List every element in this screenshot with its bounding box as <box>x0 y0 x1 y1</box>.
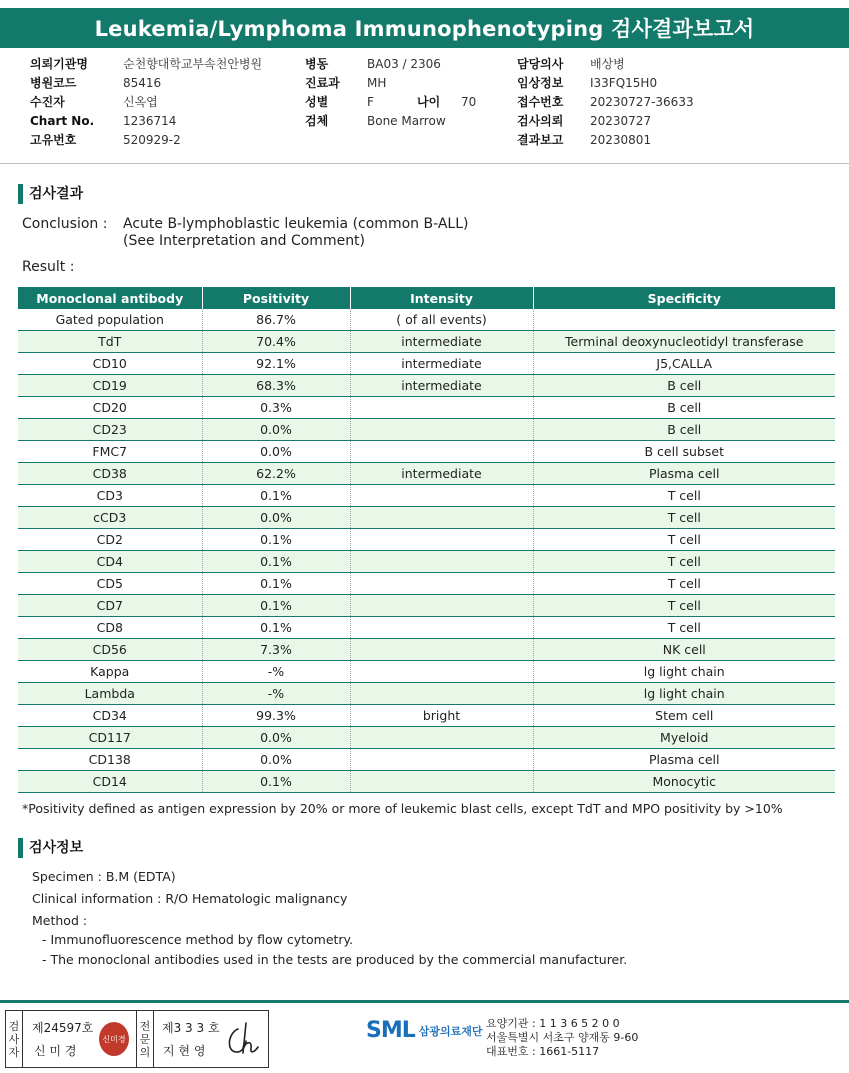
patient-info-col3 <box>517 55 694 150</box>
table-row <box>18 485 835 507</box>
method-line-2: - The monoclonal antibodies used in the tests are produced by the commercial manufacturer. <box>42 952 628 967</box>
info-label: 병원코드 <box>30 76 77 90</box>
table-row <box>18 617 835 639</box>
report-title-bar <box>0 8 849 48</box>
antibody-cell: CD14 <box>18 771 202 793</box>
table-row <box>18 749 835 771</box>
antibody-cell: CD2 <box>18 529 202 551</box>
intensity-cell <box>350 683 533 705</box>
patient-info-col1 <box>30 55 262 150</box>
info-label: 고유번호 <box>30 133 77 147</box>
info-value: 배상병 <box>590 57 625 71</box>
intensity-cell: intermediate <box>350 463 533 485</box>
specificity-cell: lg light chain <box>533 661 835 683</box>
positivity-cell: 0.0% <box>202 419 350 441</box>
info-value: 20230801 <box>590 133 652 147</box>
positivity-cell: -% <box>202 661 350 683</box>
positivity-cell: 0.1% <box>202 551 350 573</box>
table-row <box>18 595 835 617</box>
intensity-cell: intermediate <box>350 375 533 397</box>
intensity-cell: intermediate <box>350 331 533 353</box>
info-value: 20230727 <box>590 114 652 128</box>
conclusion-label: Conclusion : <box>22 216 108 232</box>
age-label: 나이 <box>417 95 441 109</box>
positivity-cell: 86.7% <box>202 309 350 331</box>
table-row <box>18 661 835 683</box>
specificity-cell: B cell <box>533 397 835 419</box>
patient-info-col2 <box>305 55 476 131</box>
table-row <box>18 683 835 705</box>
intensity-cell <box>350 551 533 573</box>
conclusion-line-2: (See Interpretation and Comment) <box>123 233 366 249</box>
intensity-cell <box>350 639 533 661</box>
intensity-cell <box>350 573 533 595</box>
info-value: 20230727-36633 <box>590 95 694 109</box>
positivity-cell: 62.2% <box>202 463 350 485</box>
org-info-line-3: 대표번호 : 1661-5117 <box>486 1045 600 1058</box>
specificity-cell: T cell <box>533 595 835 617</box>
antibody-cell: CD138 <box>18 749 202 771</box>
intensity-cell <box>350 397 533 419</box>
intensity-cell <box>350 441 533 463</box>
intensity-cell <box>350 485 533 507</box>
info-value: BA03 / 2306 <box>367 57 441 71</box>
specificity-cell <box>533 309 835 331</box>
antibody-cell: CD20 <box>18 397 202 419</box>
intensity-cell: intermediate <box>350 353 533 375</box>
specificity-cell: T cell <box>533 507 835 529</box>
positivity-cell: 0.1% <box>202 485 350 507</box>
sml-logo-mark: SML <box>366 1018 415 1043</box>
info-value: MH <box>367 76 387 90</box>
table-row <box>18 441 835 463</box>
antibody-cell: Gated population <box>18 309 202 331</box>
doctor-name: 지 현 영 <box>163 1044 206 1058</box>
specimen-text: Specimen : B.M (EDTA) <box>32 869 176 884</box>
immunophenotype-table <box>18 287 835 793</box>
antibody-cell: cCD3 <box>18 507 202 529</box>
intensity-cell <box>350 771 533 793</box>
specificity-cell: Plasma cell <box>533 463 835 485</box>
result-label: Result : <box>22 259 75 275</box>
positivity-cell: 0.0% <box>202 441 350 463</box>
antibody-cell: TdT <box>18 331 202 353</box>
positivity-cell: 0.0% <box>202 507 350 529</box>
specificity-cell: T cell <box>533 529 835 551</box>
intensity-cell <box>350 529 533 551</box>
positivity-cell: 0.1% <box>202 771 350 793</box>
specificity-cell: T cell <box>533 485 835 507</box>
antibody-cell: CD4 <box>18 551 202 573</box>
clinical-info-text: Clinical information : R/O Hematologic malignancy <box>32 891 348 906</box>
specificity-cell: Myeloid <box>533 727 835 749</box>
specificity-cell: T cell <box>533 617 835 639</box>
table-row <box>18 705 835 727</box>
antibody-cell: CD19 <box>18 375 202 397</box>
specificity-cell: Stem cell <box>533 705 835 727</box>
antibody-cell: Kappa <box>18 661 202 683</box>
info-value: Bone Marrow <box>367 114 446 128</box>
intensity-cell: ( of all events) <box>350 309 533 331</box>
footer-rule <box>0 1000 849 1003</box>
positivity-footnote: *Positivity defined as antigen expression by 20% or more of leukemic blast cells, except TdT and MPO positivity by >10% <box>22 801 783 816</box>
positivity-cell: 99.3% <box>202 705 350 727</box>
info-value: 85416 <box>123 76 162 90</box>
conclusion-text <box>123 216 468 250</box>
antibody-cell: CD34 <box>18 705 202 727</box>
positivity-cell: 7.3% <box>202 639 350 661</box>
intensity-cell <box>350 661 533 683</box>
positivity-cell: 0.3% <box>202 397 350 419</box>
info-value: 순천향대학교부속천안병원 <box>123 57 263 71</box>
antibody-cell: CD38 <box>18 463 202 485</box>
info-label: 진료과 <box>305 76 340 90</box>
signature-box <box>5 1010 269 1068</box>
org-info-line-1: 요양기관 : 1 1 3 6 5 2 0 0 <box>486 1017 620 1030</box>
positivity-cell: -% <box>202 683 350 705</box>
antibody-cell: CD3 <box>18 485 202 507</box>
table-row <box>18 771 835 793</box>
antibody-cell: CD117 <box>18 727 202 749</box>
organization-name: 삼광의료재단 <box>418 1024 483 1038</box>
info-value: I33FQ15H0 <box>590 76 658 90</box>
positivity-cell: 0.1% <box>202 617 350 639</box>
info-label: 접수번호 <box>517 95 564 109</box>
antibody-cell: CD5 <box>18 573 202 595</box>
specificity-cell: Terminal deoxynucleotidyl transferase <box>533 331 835 353</box>
column-header: Specificity <box>533 287 835 309</box>
info-label: 성별 <box>305 95 329 109</box>
positivity-cell: 68.3% <box>202 375 350 397</box>
conclusion <box>22 216 468 250</box>
conclusion-line-1: Acute B-lymphoblastic leukemia (common B-ALL) <box>123 216 469 232</box>
column-header: Intensity <box>350 287 533 309</box>
specificity-cell: Monocytic <box>533 771 835 793</box>
table-row <box>18 507 835 529</box>
organization-info <box>486 1017 638 1059</box>
table-row <box>18 353 835 375</box>
doctor-signature-icon <box>224 1019 262 1059</box>
intensity-cell: bright <box>350 705 533 727</box>
table-row <box>18 529 835 551</box>
table-row <box>18 727 835 749</box>
antibody-cell: Lambda <box>18 683 202 705</box>
table-row <box>18 375 835 397</box>
intensity-cell <box>350 727 533 749</box>
sml-logo <box>366 1018 483 1043</box>
positivity-cell: 0.0% <box>202 749 350 771</box>
antibody-cell: CD10 <box>18 353 202 375</box>
info-value: F <box>367 95 374 109</box>
doctor-label: 전문의 <box>136 1011 154 1067</box>
table-row <box>18 397 835 419</box>
intensity-cell <box>350 419 533 441</box>
table-row <box>18 573 835 595</box>
positivity-cell: 0.1% <box>202 595 350 617</box>
positivity-cell: 92.1% <box>202 353 350 375</box>
specificity-cell: J5,CALLA <box>533 353 835 375</box>
positivity-cell: 0.1% <box>202 573 350 595</box>
info-value: 신옥엽 <box>123 95 158 109</box>
method-label: Method : <box>32 913 88 928</box>
info-label: Chart No. <box>30 114 95 128</box>
specificity-cell: T cell <box>533 573 835 595</box>
table-row <box>18 419 835 441</box>
specificity-cell: B cell subset <box>533 441 835 463</box>
intensity-cell <box>350 617 533 639</box>
info-label: 의뢰기관명 <box>30 57 88 71</box>
table-header-row <box>18 287 835 309</box>
info-section-title: 검사정보 <box>18 838 83 858</box>
specificity-cell: B cell <box>533 375 835 397</box>
org-info-line-2: 서울특별시 서초구 양재동 9-60 <box>486 1031 639 1044</box>
info-label: 담당의사 <box>517 57 564 71</box>
antibody-cell: CD7 <box>18 595 202 617</box>
info-value: 1236714 <box>123 114 177 128</box>
info-label: 병동 <box>305 57 329 71</box>
specificity-cell: Plasma cell <box>533 749 835 771</box>
header-divider <box>0 163 849 164</box>
positivity-cell: 0.1% <box>202 529 350 551</box>
table-row <box>18 551 835 573</box>
positivity-cell: 70.4% <box>202 331 350 353</box>
table-row <box>18 331 835 353</box>
info-label: 수진자 <box>30 95 65 109</box>
tester-seal-stamp: 신미경 <box>99 1022 129 1056</box>
intensity-cell <box>350 595 533 617</box>
info-label: 검체 <box>305 114 329 128</box>
table-row <box>18 309 835 331</box>
tester-name: 신 미 경 <box>34 1044 77 1058</box>
method-line-1: - Immunofluorescence method by flow cytometry. <box>42 932 354 947</box>
report-title: Leukemia/Lymphoma Immunophenotyping 검사결과보고서 <box>94 17 755 41</box>
specificity-cell: B cell <box>533 419 835 441</box>
antibody-cell: CD8 <box>18 617 202 639</box>
age-value: 70 <box>461 95 477 109</box>
result-section-title: 검사결과 <box>18 184 83 204</box>
intensity-cell <box>350 507 533 529</box>
column-header: Positivity <box>202 287 350 309</box>
table-row <box>18 639 835 661</box>
specificity-cell: T cell <box>533 551 835 573</box>
doctor-license-no: 제3 3 3 호 <box>162 1021 220 1035</box>
antibody-cell: CD56 <box>18 639 202 661</box>
antibody-cell: FMC7 <box>18 441 202 463</box>
specificity-cell: NK cell <box>533 639 835 661</box>
tester-label: 검사자 <box>6 1011 23 1067</box>
positivity-cell: 0.0% <box>202 727 350 749</box>
info-label: 검사의뢰 <box>517 114 564 128</box>
info-label: 결과보고 <box>517 133 564 147</box>
column-header: Monoclonal antibody <box>18 287 202 309</box>
info-label: 임상정보 <box>517 76 564 90</box>
table-row <box>18 463 835 485</box>
table-body <box>18 309 835 793</box>
antibody-cell: CD23 <box>18 419 202 441</box>
info-value: 520929-2 <box>123 133 181 147</box>
tester-license-no: 제24597호 <box>32 1021 94 1035</box>
specificity-cell: lg light chain <box>533 683 835 705</box>
intensity-cell <box>350 749 533 771</box>
